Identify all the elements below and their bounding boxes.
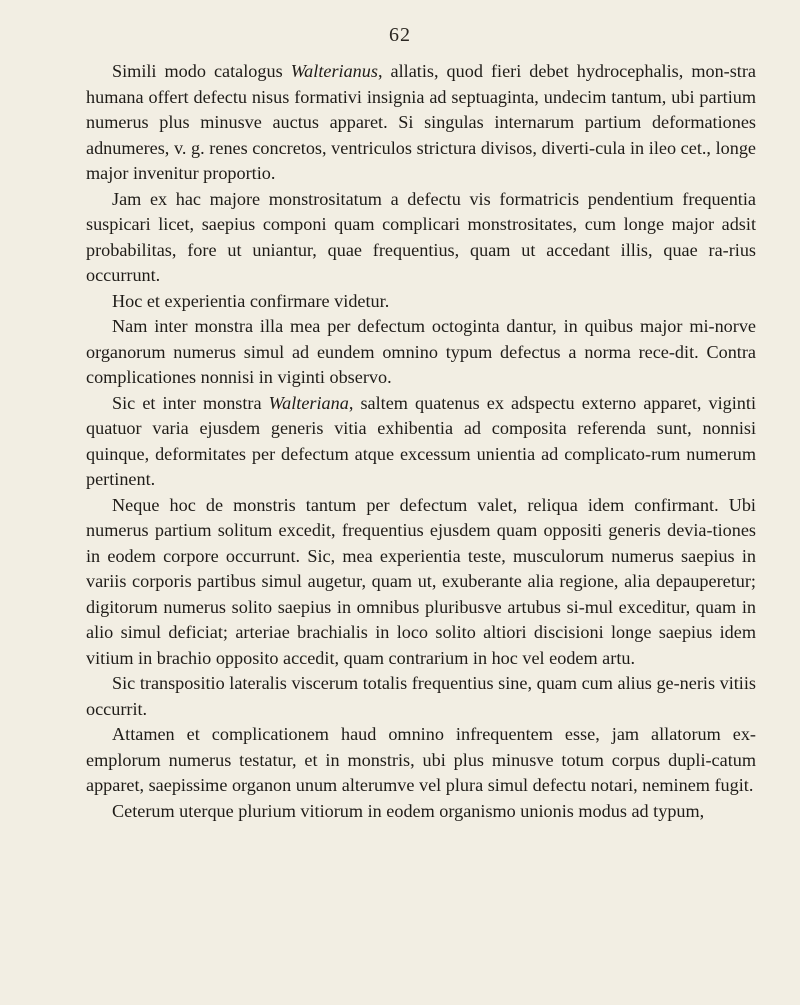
page-number: 62 [389,24,411,46]
emphasis-walterianus: Walterianus [290,61,378,81]
paragraph-attamen: Attamen et complicationem haud omnino infrequentem esse, jam allatorum ex-emplorum numerus testatur, et in monstris, ubi plus minusve totum corpus dupli-catum apparet, saepissime organon unum alterumve vel plura simul defectu notari, neminem fugit. [86,724,756,795]
paragraph-text: Sic et inter monstra [112,392,269,413]
paragraph-hoc: Hoc et experientia confirmare videtur. [112,290,390,311]
body-text [86,59,756,824]
paragraph-nam: Nam inter monstra illa mea per defectum octoginta dantur, in quibus major mi-norve organorum numerus simul ad eundem omnino typum defectus a norma rece-dit. Contra complicationes nonnisi in viginti observo. [86,316,756,387]
paragraph-ceterum: Ceterum uterque plurium vitiorum in eodem organismo unionis modus ad typum, [112,800,705,821]
paragraph-text: , allatis, quod fieri debet hydrocephalis, mon-stra humana offert defectu nisus formativi insignia ad septuaginta, undecim tantum, ubi partium numerus plus minusve auctus apparet. Si singulas internarum partium deformationes adnumeres, v. g. renes concretos, ventriculos strictura divisos, diverti-cula in ileo cet., longe major invenitur proportio. [86,61,756,183]
paragraph-sic-walteriana [86,391,756,493]
emphasis-walteriana: Walteriana [268,392,349,413]
paragraph-jam: Jam ex hac majore monstrositatum a defectu vis formatricis pendentium frequentia suspicari licet, saepius componi quam complicari monstrositates, cum longe major adsit probabilitas, fore ut uniantur, quae frequentius, quam ut accedant illis, quae ra-rius occurrunt. [86,188,756,285]
paragraph-catalogus [86,59,756,187]
paragraph-text: Simili modo catalogus [112,61,291,81]
paragraph-neque: Neque hoc de monstris tantum per defectum valet, reliqua idem confirmant. Ubi numerus partium solitum excedit, frequentius ejusdem quam oppositi generis devia-tiones in eodem corpore occurrunt. Sic, mea experientia teste, musculorum numerus saepius in variis corporis partibus simul augetur, quam ut, exuberante alia regione, alia depauperetur; digitorum numerus solito saepius in omnibus pluribusve artubus si-mul exceditur, quam in alio simul deficiat; arteriae brachialis in loco solito altiori discisioni longe saepius idem vitium in brachio opposito accedit, quam contrarium in hoc vel eodem artu. [86,494,756,668]
paragraph-text: , saltem quatenus ex adspectu externo apparet, viginti quatuor varia ejusdem generis vitia exhibentia ad composita referenda sunt, nonnisi quinque, deformitates per defectum atque excessum unientia ad complicato-rum numerum pertinent. [86,392,757,489]
paragraph-transpositio: Sic transpositio lateralis viscerum totalis frequentius sine, quam cum alius ge-neris vitiis occurrit. [86,673,756,719]
